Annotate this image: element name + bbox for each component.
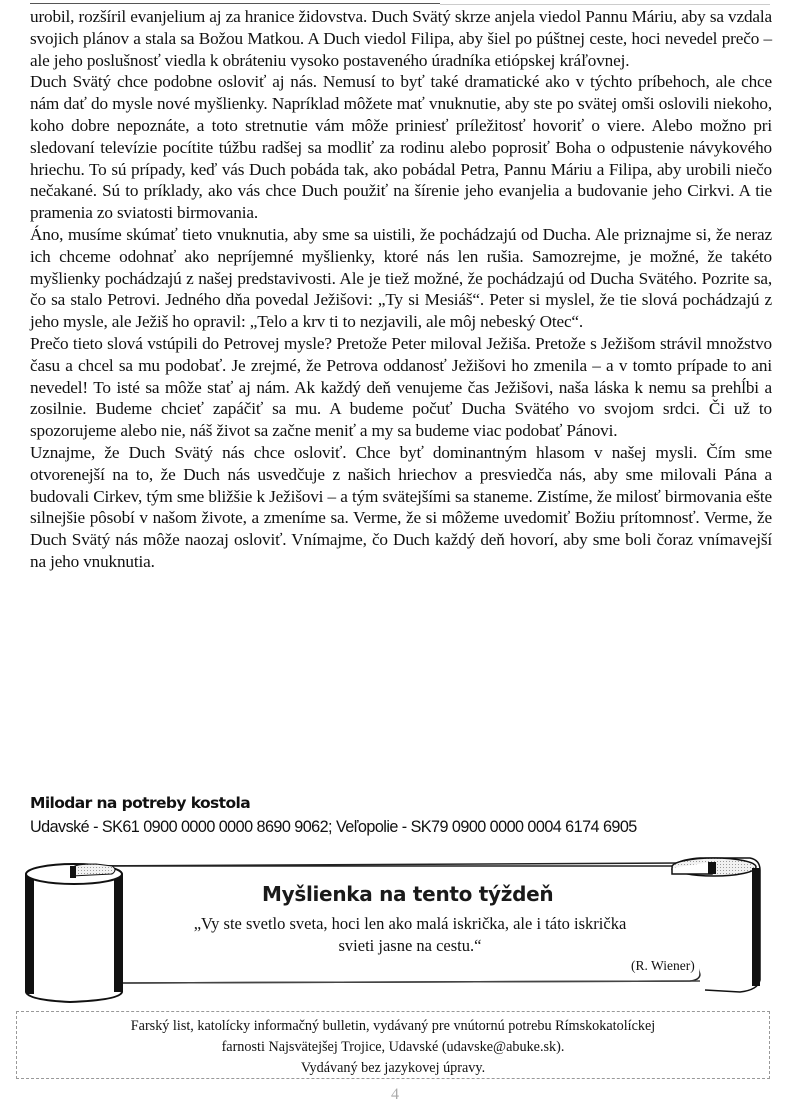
thought-author: (R. Wiener): [631, 958, 695, 973]
donation-accounts: Udavské - SK61 0900 0000 0000 8690 9062; Veľopolie - SK79 0900 0000 0004 6174 6905: [30, 818, 637, 836]
article-paragraph: Áno, musíme skúmať tieto vnuknutia, aby sme sa uistili, že pochádzajú od Ducha. Ale priznajme si, že neraz ich chceme odohnať ako nepríjemné myšlienky, ktoré nás len rušia. Samozrejme, je možné, že takéto myšlienky pochádzajú z našej predstavivosti. Ale je tiež možné, že pochádzajú od Ducha Svätého. Pozrite sa, čo sa stalo Petrovi. Jedného dňa povedal Ježišovi: „Ty si Mesiáš“. Peter si myslel, že tie slová pochádzajú z jeho mysle, ale Ježiš ho opravil: „Telo a krv ti to nezjavili, ale môj nebeský Otec“.: [30, 224, 772, 332]
thought-quote-line: svieti jasne na cestu.“: [338, 936, 482, 955]
footer-line: Farský list, katolícky informačný bulletin, vydávaný pre vnútornú potrebu Rímskokatolíckej: [130, 1018, 656, 1034]
publication-footer: [16, 1011, 770, 1079]
thought-title: Myšlienka na tento týždeň: [262, 882, 554, 906]
footer-line: farnosti Najsvätejšej Trojice, Udavské (udavske@abuke.sk).: [221, 1039, 565, 1055]
article-paragraph: Duch Svätý chce podobne osloviť aj nás. Nemusí to byť také dramatické ako v týchto príbehoch, ale chce nám dať do mysle nové myšlienky. Napríklad môžete mať vnuknutie, aby ste po svätej omši oslovili niekoho, koho dobre nepoznáte, a toto stretnutie vám môže priniesť príležitosť hovoriť o viere. Alebo možno pri sledovaní televízie pocítite túžbu radšej sa modliť za rodinu alebo poprosiť Boha o odpustenie návykového hriechu. To sú prípady, keď vás Duch pobáda tak, ako pobádal Petra, Pannu Máriu a Filipa, aby urobili niečo nečakané. Sú to príklady, ako vás chce Duch použiť na šírenie jeho evanjelia a budovanie jeho Cirkvi. A tie pramenia zo sviatosti birmovania.: [30, 72, 772, 223]
thought-quote: [140, 913, 680, 957]
donation-heading: Milodar na potreby kostola: [30, 794, 251, 812]
article-paragraph: urobil, rozšíril evanjelium aj za hranice židovstva. Duch Svätý skrze anjela viedol Pannu Máriu, aby sa vzdala svojich plánov a stala sa Božou Matkou. A Duch viedol Filipa, aby šiel po púštnej ceste, hoci nevedel prečo – ale jeho poslušnosť viedla k obráteniu vysoko postaveného úradníka etiópskej kráľovnej.: [30, 7, 772, 70]
top-rule: [30, 3, 440, 4]
page-number: 4: [391, 1086, 399, 1103]
article-paragraph: Prečo tieto slová vstúpili do Petrovej mysle? Pretože Peter miloval Ježiša. Pretože s Ježišom strávil množstvo času a chcel sa mu podobať. Je zrejmé, že Petrova oddanosť Ježišovi ho zmenila – a v tomto prípade to ani nevedel! To isté sa môže stať aj nám. Ak každý deň venujeme čas Ježišovi, naša láska k nemu sa prehĺbi a zosilnie. Budeme chcieť zapáčiť sa mu. A budeme počuť Ducha Svätého vo svojom srdci. Či už to spozorujeme alebo nie, náš život sa začne meniť a my sa budeme viac podobať Pánovi.: [30, 333, 772, 441]
thought-quote-line: „Vy ste svetlo sveta, hoci len ako malá iskrička, ale i táto iskrička: [193, 914, 627, 933]
footer-line: Vydávaný bez jazykovej úpravy.: [300, 1060, 486, 1076]
article-body: [30, 6, 772, 573]
article-paragraph: Uznajme, že Duch Svätý nás chce osloviť. Chce byť dominantným hlasom v našej mysli. Čím sme otvorenejší na to, že Duch nás usvedčuje z našich hriechov a presviedča nás, aby sme milovali Pána a budovali Cirkev, tým sme bližšie k Ježišovi – a tým svätejšími sa staneme. Zistíme, že milosť birmovania ešte silnejšie pôsobí v našom živote, a zmeníme sa. Verme, že si môžeme uvedomiť Božiu prítomnosť. Verme, že Duch Svätý nás môže naozaj osloviť. Vnímajme, čo Duch každý deň hovorí, aby sme boli čoraz vnímavejší na jeho vnuknutia.: [30, 442, 772, 571]
top-rule-faint: [440, 4, 770, 5]
